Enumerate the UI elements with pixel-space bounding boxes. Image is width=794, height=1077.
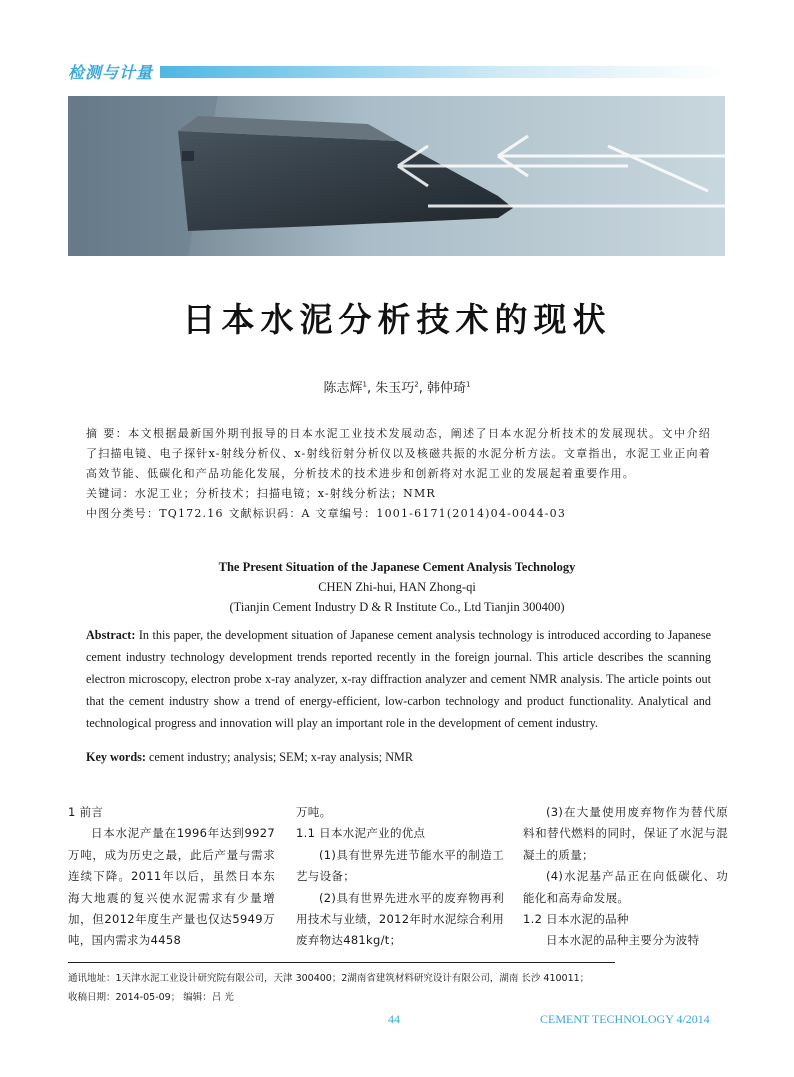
list-item: (1)具有世界先进节能水平的制造工艺与设备； (296, 847, 504, 884)
author-affiliation-mark: 2 (414, 380, 419, 389)
section-heading: 1 前言 (68, 805, 104, 819)
classification-line: 中图分类号：TQ172.16 文献标识码：A 文章编号：1001-6171(2014)04-0044-03 (86, 507, 567, 520)
body-column-2 (296, 802, 504, 952)
list-item: (2)具有世界先进水平的废弃物再利用技术与业绩，2012年时水泥综合利用废弃物达481kg/t； (296, 890, 504, 948)
section-heading: 1.2 日本水泥的品种 (523, 912, 629, 927)
page-number: 44 (388, 1012, 400, 1026)
author-name: 韩仲琦 (427, 381, 467, 396)
author-affiliation-mark: 1 (362, 380, 367, 389)
abstract-text: In this paper, the development situation of Japanese cement analysis technology is introduced according to Japanese cement industry technology development trends reported recently in the foreign journal. This article describes the scanning electron microscopy, electron probe x-ray analyzer, x-ray diffraction analyzer and cement NMR analysis. The article points out that the cement industry show a trend of energy-efficient, low-carbon technology and product functionality. Analytical and technological progress and innovation will play an important role in the development of cement industry. (86, 628, 711, 730)
english-title: The Present Situation of the Japanese Cement Analysis Technology (218, 560, 576, 574)
keywords-label: Key words: (86, 750, 146, 764)
keywords-text: cement industry; analysis; SEM; x-ray analysis; NMR (148, 750, 413, 764)
section-heading: 1.1 日本水泥产业的优点 (296, 826, 426, 841)
author-list: 陈志辉$^1$, 朱玉巧$^2$, 韩仲琦$^1$ (323, 380, 471, 396)
chinese-keywords: 关键词：水泥工业；分析技术；扫描电镜；x-射线分析法；NMR (86, 487, 436, 500)
english-abstract (86, 624, 711, 734)
author-affiliation-mark: 1 (466, 380, 471, 389)
author-name: 朱玉巧 (375, 381, 415, 396)
footnote-dates: 收稿日期：2014-05-09； 编辑：吕 光 (68, 992, 234, 1003)
body-column-3 (523, 802, 728, 952)
author-name: 陈志辉 (323, 381, 363, 396)
journal-name: CEMENT TECHNOLOGY 4/2014 (540, 1012, 710, 1026)
english-keywords (86, 750, 711, 765)
list-item: (3)在大量使用废弃物作为替代原料和替代燃料的同时，保证了水泥与混凝土的质量； (523, 805, 728, 862)
body-column-1 (68, 802, 275, 952)
section-tag-bar (160, 66, 725, 78)
english-affiliation: (Tianjin Cement Industry D & R Institute Co., Ltd Tianjin 300400) (229, 600, 565, 614)
article-title: 日本水泥分析技术的现状 (182, 300, 612, 339)
body-paragraph: 日本水泥的品种主要分为波特 (546, 933, 700, 948)
header-banner-image (68, 96, 725, 256)
chinese-abstract: 摘 要：本文根据最新国外期刊报导的日本水泥工业技术发展动态，阐述了日本水泥分析技术的发展现状。文中介绍了扫描电镜、电子探针x-射线分析仪、x-射线衍射分析仪以及核磁共振的水泥分析方法。文章指出，水泥工业正向着高效节能、低碳化和产品功能化发展，分析技术的技术进步和创新将对水泥工业的发展起着重要作用。 (86, 427, 711, 480)
body-paragraph: 日本水泥产量在1996年达到9927万吨，成为历史之最，此后产量与需求连续下降。2011年以后，虽然日本东海大地震的复兴使水泥需求有少量增加，但2012年度生产量也仅达5949万吨，国内需求为4458 (68, 826, 275, 948)
list-item: (4)水泥基产品正在向低碳化、功能化和高寿命发展。 (523, 869, 728, 905)
footnote-divider (68, 962, 615, 963)
chinese-abstract-block (86, 424, 711, 524)
footnote-address: 通讯地址：1天津水泥工业设计研究院有限公司，天津 300400；2湖南省建筑材料研究设计有限公司，湖南 长沙 410011； (68, 973, 590, 984)
body-paragraph: 万吨。 (296, 805, 332, 819)
abstract-label: Abstract: (86, 628, 136, 642)
english-authors: CHEN Zhi-hui, HAN Zhong-qi (318, 580, 476, 594)
section-tag: 检测与计量 (68, 63, 154, 82)
